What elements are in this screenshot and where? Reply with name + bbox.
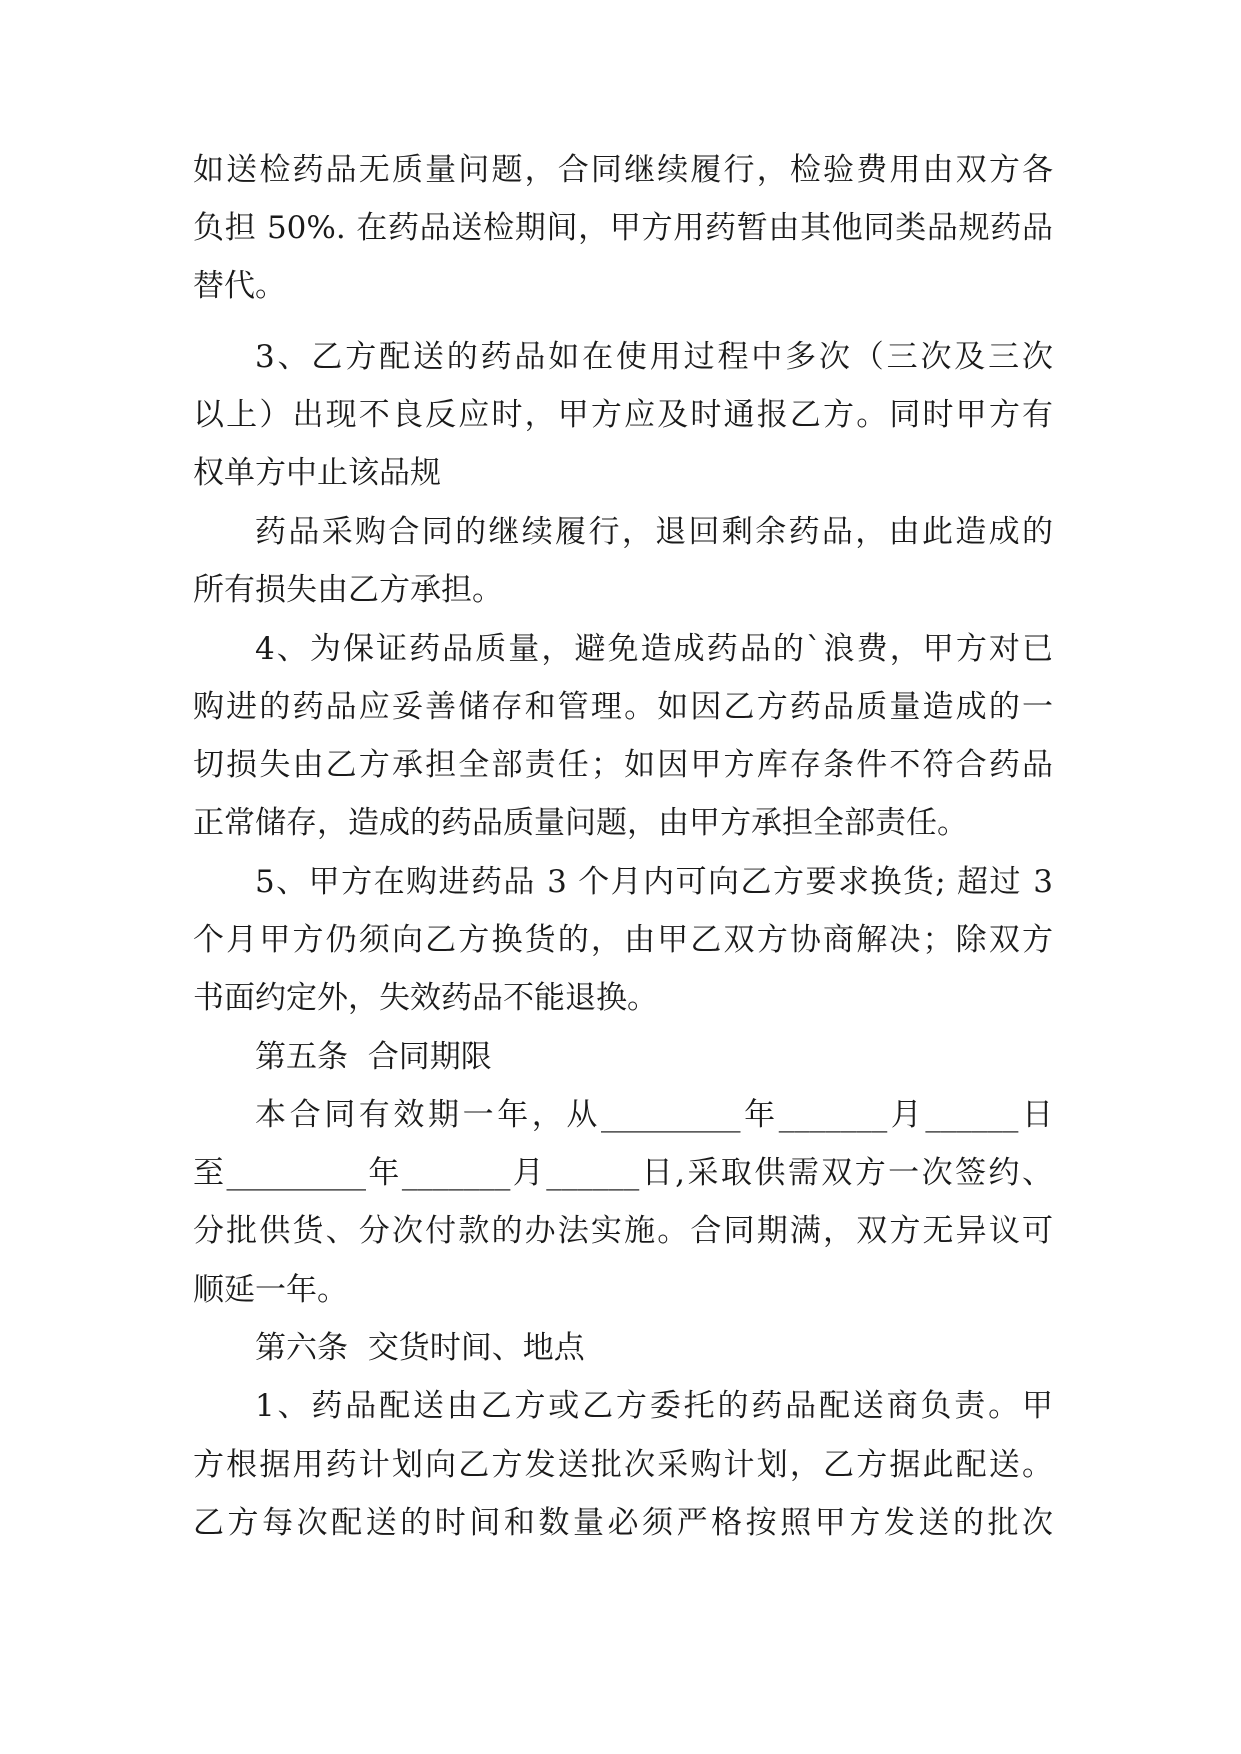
paragraph-line: 切损失由乙方承担全部责任；如因甲方库存条件不符合药品 [193, 747, 1053, 783]
paragraph-line: 个月甲方仍须向乙方换货的，由甲乙双方协商解决；除双方 [193, 922, 1053, 958]
paragraph-line: 替代。 [193, 268, 286, 304]
paragraph-line: 3、乙方配送的药品如在使用过程中多次（三次及三次 [255, 339, 1053, 375]
paragraph-line: 负担 50%. 在药品送检期间，甲方用药暂由其他同类品规药品 [193, 210, 1053, 246]
paragraph-line: 药品采购合同的继续履行，退回剩余药品，由此造成的 [255, 514, 1053, 550]
section-heading: 第六条 交货时间、地点 [255, 1330, 585, 1366]
paragraph-line: 4、为保证药品质量，避免造成药品的`浪费，甲方对已 [255, 631, 1053, 667]
paragraph-line: 乙方每次配送的时间和数量必须严格按照甲方发送的批次 [193, 1505, 1053, 1541]
paragraph-line: 方根据用药计划向乙方发送批次采购计划，乙方据此配送。 [193, 1447, 1053, 1483]
paragraph-line: 购进的药品应妥善储存和管理。如因乙方药品质量造成的一 [193, 689, 1053, 725]
paragraph-line: 分批供货、分次付款的办法实施。合同期满，双方无异议可 [193, 1213, 1053, 1249]
paragraph-line: 至_________年_______月______日,采取供需双方一次签约、 [193, 1155, 1053, 1191]
paragraph-line: 正常储存，造成的药品质量问题，由甲方承担全部责任。 [193, 805, 968, 841]
section-heading: 第五条 合同期限 [255, 1039, 492, 1075]
paragraph-line: 顺延一年。 [193, 1272, 348, 1308]
paragraph-line: 1、药品配送由乙方或乙方委托的药品配送商负责。甲 [255, 1388, 1053, 1424]
paragraph-line: 所有损失由乙方承担。 [193, 572, 503, 608]
paragraph-line: 权单方中止该品规 [193, 455, 441, 491]
paragraph-line: 如送检药品无质量问题，合同继续履行，检验费用由双方各 [193, 152, 1053, 188]
paragraph-line: 5、甲方在购进药品 3 个月内可向乙方要求换货; 超过 3 [255, 864, 1053, 900]
paragraph-line: 以上）出现不良反应时，甲方应及时通报乙方。同时甲方有 [193, 397, 1053, 433]
paragraph-line: 本合同有效期一年，从_________年_______月______日 [255, 1097, 1053, 1133]
paragraph-line: 书面约定外，失效药品不能退换。 [193, 980, 658, 1016]
